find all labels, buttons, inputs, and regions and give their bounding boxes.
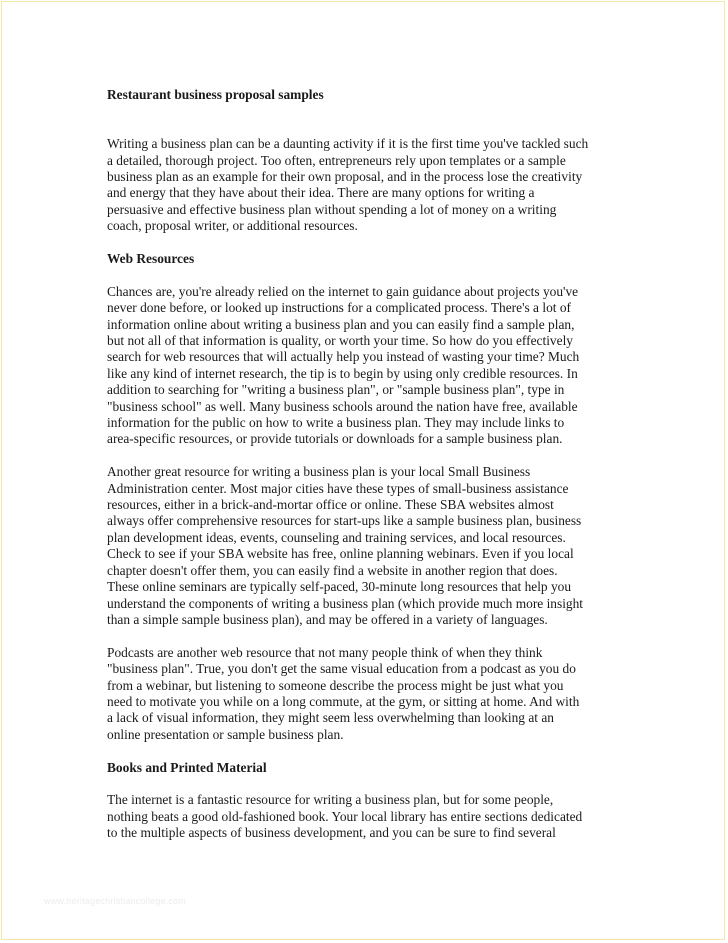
text-line: understand the components of writing a business plan (which provide much more insight [107, 595, 584, 611]
section-heading: Books and Printed Material [107, 759, 267, 775]
text-line: The internet is a fantastic resource for writing a business plan, but for some people, [107, 792, 554, 808]
text-line: from a webinar, but listening to someone describe the process might be just what you [107, 677, 564, 693]
text-line: like any kind of internet research, the tip is to begin by using only credible resources. In [107, 365, 578, 381]
text-line: information for the public on how to write a business plan. They may include links to [107, 415, 565, 431]
document-title: Restaurant business proposal samples [107, 87, 324, 102]
text-line: Administration center. Most major cities have these types of small-business assistance [107, 480, 569, 496]
text-line: to the multiple aspects of business development, and you can be sure to find several [107, 825, 556, 841]
text-line: "business school" as well. Many business schools around the nation have free, available [107, 398, 578, 414]
document-section [107, 251, 632, 743]
text-line: nothing beats a good old-fashioned book. Your local library has entire sections dedicated [107, 808, 583, 824]
paragraph [107, 136, 632, 234]
text-line: a detailed, thorough project. Too often, entrepreneurs rely upon templates or a sample [107, 152, 566, 168]
text-line: than a simple sample business plan), and may be offered in a variety of languages. [107, 611, 548, 627]
text-line: Podcasts are another web resource that not many people think of when they think [107, 644, 543, 660]
text-line: coach, proposal writer, or additional resources. [107, 218, 358, 234]
text-line: a lack of visual information, they might seem less overwhelming than looking at an [107, 710, 554, 726]
text-line: These online seminars are typically self-paced, 30-minute long resources that help you [107, 579, 572, 595]
text-line: chapter doesn't offer them, you can easily find a website in another region that does. [107, 562, 558, 578]
text-line: Check to see if your SBA website has free, online planning webinars. Even if you local [107, 546, 574, 562]
paragraph [107, 464, 632, 628]
text-line: "business plan". True, you don't get the same visual education from a podcast as you do [107, 661, 576, 677]
text-line: persuasive and effective business plan without spending a lot of money on a writing [107, 201, 557, 217]
text-line: addition to searching for "writing a business plan", or "sample business plan", type in [107, 382, 565, 398]
paragraph [107, 792, 632, 841]
text-line: but not all of that information is quality, or worth your time. So how do you effectively [107, 333, 573, 349]
paragraph [107, 645, 632, 743]
text-line: need to motivate you while on a long commute, at the gym, or sitting at home. And with [107, 693, 580, 709]
text-line: and energy that they have about their idea. There are many options for writing a [107, 185, 535, 201]
text-line: search for web resources that will actually help you instead of wasting your time? Much [107, 349, 580, 365]
text-line: area-specific resources, or provide tutorials or downloads for a sample business plan. [107, 431, 563, 447]
text-line: information online about writing a business plan and you can easily find a sample plan, [107, 316, 575, 332]
text-line: never done before, or looked up instructions for a complicated process. There's a lot of [107, 300, 571, 316]
document-section [107, 136, 632, 234]
section-heading: Web Resources [107, 251, 195, 267]
text-line: resources, either in a brick-and-mortar office or online. These SBA websites almost [107, 497, 554, 513]
text-line: Chances are, you're already relied on the internet to gain guidance about projects you've [107, 283, 579, 299]
text-line: always offer comprehensive resources for start-ups like a sample business plan, business [107, 513, 582, 529]
document-body [107, 87, 632, 842]
text-line: business plan as an example for their own proposal, and in the process lose the creativity [107, 169, 583, 184]
paragraph [107, 284, 632, 448]
text-line: Writing a business plan can be a daunting activity if it is the first time you've tackled such [107, 136, 589, 152]
watermark: www.heritagechristiancollege.com [44, 896, 186, 906]
text-line: online presentation or sample business plan. [107, 726, 344, 742]
text-line: Another great resource for writing a business plan is your local Small Business [107, 464, 531, 480]
text-line: plan development ideas, events, counseling and training services, and local resources. [107, 529, 566, 545]
document-section [107, 760, 632, 842]
